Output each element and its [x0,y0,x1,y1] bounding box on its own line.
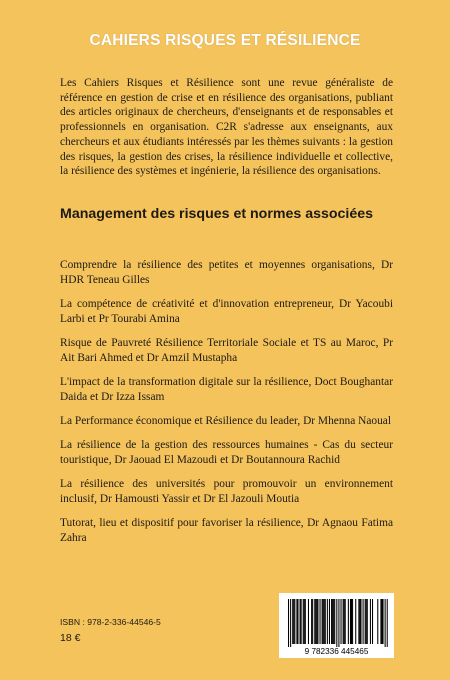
barcode-bar [367,599,368,644]
barcode-bar [290,599,291,647]
barcode-bar [323,599,324,644]
barcode-bar [311,599,312,644]
barcode-bar [372,599,373,644]
barcode-bar [303,599,304,644]
barcode-bar [317,599,318,644]
article-item: La compétence de créativité et d'innovation entrepreneur, Dr Yacoubi Larbi et Pr Tourabi Amina [60,298,393,325]
barcode-bar [343,599,344,644]
barcode-bar [345,599,346,644]
barcode-bar [324,599,325,644]
barcode-bar [292,599,293,644]
barcode-bar [387,599,388,647]
barcode-bar [385,599,386,647]
barcode-bar [331,599,332,644]
barcode-bar [351,599,352,644]
barcode-bar [293,599,294,644]
barcode-bar [363,599,364,644]
article-item: Comprendre la résilience des petites et moyennes organisations, Dr HDR Teneau Gilles [60,259,393,286]
article-item: Risque de Pauvreté Résilience Territoriale Sociale et TS au Maroc, Pr Ait Bari Ahmed et Dr Amzil Mustapha [60,337,393,364]
barcode-bar [358,599,359,644]
barcode-bar [348,599,349,644]
barcode-digits: 9 782336 445465 [304,647,369,656]
section-heading: Management des risques et normes associées [60,206,374,222]
price-label: 18 € [60,632,81,644]
barcode-bar [329,599,330,644]
article-item: La résilience des universités pour promouvoir un environnement inclusif, Dr Hamousti Yassir et Dr El Jazouli Moutia [60,478,393,505]
article-item: La Performance économique et Résilience du leader, Dr Mhenna Naoual [60,415,392,427]
barcode-bar [308,599,309,644]
barcode-bar [338,599,339,647]
barcode-bar [366,599,367,644]
barcode-bar [294,599,295,644]
barcode-bar [341,599,342,644]
barcode-bar [325,599,326,644]
article-list [60,258,393,555]
barcode-bar [322,599,323,644]
barcode-bar [336,599,337,647]
barcode-bar [350,599,351,644]
barcode-bar [327,599,328,644]
barcode-bar [332,599,333,644]
barcode-bar [380,599,381,644]
barcode-bar [365,599,366,644]
barcode-graphic [279,593,394,658]
barcode-bar [344,599,345,644]
barcode-bar [296,599,297,644]
article-item: L'impact de la transformation digitale sur la résilience, Doct Boughantar Daida et Dr Izza Issam [60,376,393,403]
series-title: CAHIERS RISQUES ET RÉSILIENCE [89,32,361,49]
barcode-bar [355,599,356,644]
barcode-bar [315,599,316,644]
barcode-bar [312,599,313,644]
article-item: La résilience de la gestion des ressources humaines - Cas du secteur touristique, Dr Jaouad El Mazoudi et Dr Boutannoura Rachid [60,439,393,466]
intro-paragraph: Les Cahiers Risques et Résilience sont une revue généraliste de référence en gestion de crise et en résilience des organisations, publiant des articles originaux de chercheurs, d'enseignants et de responsables et professionnels en organisation. C2R s'adresse aux enseignants, aux chercheurs et aux étudiants intéressés par les thèmes suivants : la gestion des risques, la gestion des crises, la résilience individuelle et collective, la résilience des systèmes et ingénierie, la résilience des organisations. [60,77,393,178]
article-item: Tutorat, lieu et dispositif pour favoriser la résilience, Dr Agnaou Fatima Zahra [60,517,393,544]
isbn-label: ISBN : 978-2-336-44546-5 [60,617,161,627]
barcode-bar [300,599,301,644]
barcode-bar [301,599,302,644]
barcode-bar [383,599,384,644]
barcode-bar [370,599,371,644]
barcode-bar [381,599,382,644]
barcode-bar [352,599,353,644]
barcode-bar [360,599,361,644]
barcode-bar [316,599,317,644]
barcode-bar [305,599,306,644]
barcode-bar [359,599,360,644]
barcode-bar [304,599,305,644]
barcode-bar [334,599,335,644]
barcode-bar [320,599,321,644]
barcode-bar [288,599,289,647]
barcode-bar [297,599,298,644]
barcode-bar [314,599,315,644]
barcode-bar [333,599,334,644]
barcode [279,593,394,658]
barcode-bar [377,599,378,644]
